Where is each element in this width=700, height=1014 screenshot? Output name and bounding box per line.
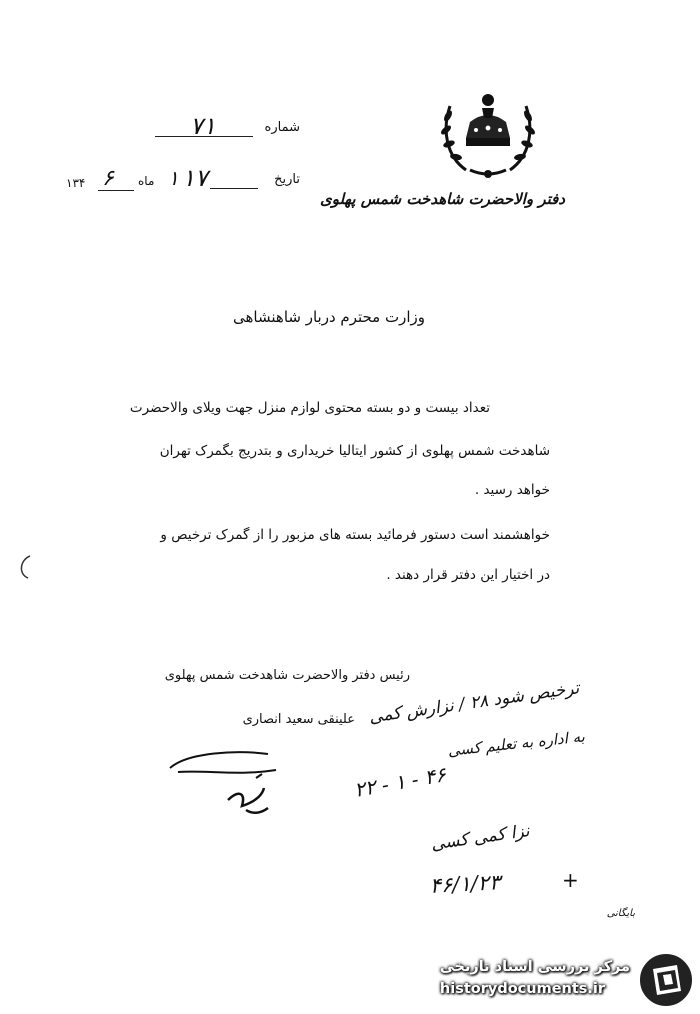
signature-title: رئیس دفتر والاحضرت شاهدخت شمس پهلوی bbox=[164, 668, 410, 683]
number-value: ۷۱ bbox=[190, 112, 216, 140]
plus-mark: + bbox=[562, 868, 579, 892]
signature-scribble bbox=[168, 740, 288, 830]
crown-emblem bbox=[436, 78, 540, 188]
date-label: تاریخ bbox=[274, 172, 300, 187]
annotation-corner: بایگانی bbox=[606, 908, 635, 919]
annotation-number-b: ۴۶/۱/۲۳ bbox=[429, 870, 501, 898]
body-p2-line1: خواهشمند است دستور فرمائید بسته های مزبور را از گمرک ترخیص و bbox=[160, 527, 550, 543]
date-year-prefix: ۱۳۴ bbox=[66, 176, 86, 190]
signature-name: علینقی سعید انصاری bbox=[242, 712, 355, 727]
margin-mark bbox=[14, 552, 36, 582]
body-p1-line3: خواهد رسید . bbox=[474, 482, 550, 498]
date-month: ۱ bbox=[168, 166, 179, 190]
watermark-url: historydocuments.ir bbox=[439, 981, 606, 997]
body-p1-line1: تعداد بیست و دو بسته محتوی لوازم منزل جهت ویلای والاحضرت bbox=[129, 400, 490, 416]
month-label: ماه bbox=[138, 174, 155, 188]
date-day: ۱۷ bbox=[182, 164, 208, 192]
addressee: وزارت محترم دربار شاهنشاهی bbox=[233, 308, 425, 326]
body-p2-line2: در اختیار این دفتر قرار دهند . bbox=[386, 567, 550, 583]
annotation-number-a: ۴۶ - ۱ - ۲۲ bbox=[352, 762, 448, 802]
annotation-note1: ترخیص شود ۲۸ / نزارش کمی bbox=[367, 678, 581, 728]
annotation-note2: به اداره به تعلیم کسی bbox=[446, 727, 586, 760]
watermark bbox=[415, 945, 700, 1014]
watermark-title: مرکز بررسی اسناد تاریخی bbox=[439, 959, 630, 975]
number-label: شماره bbox=[264, 120, 300, 135]
date-year-handwritten: ۶ bbox=[102, 166, 114, 191]
body-p1-line2: شاهدخت شمس پهلوی از کشور ایتالیا خریداری و بتدریج بگمرک تهران bbox=[159, 443, 550, 459]
date-underline bbox=[210, 188, 258, 189]
annotation-note3: نزا کمی کسی bbox=[429, 821, 531, 855]
watermark-logo bbox=[637, 951, 695, 1009]
letterhead-office-name: دفتر والاحضرت شاهدخت شمس پهلوی bbox=[319, 190, 565, 208]
